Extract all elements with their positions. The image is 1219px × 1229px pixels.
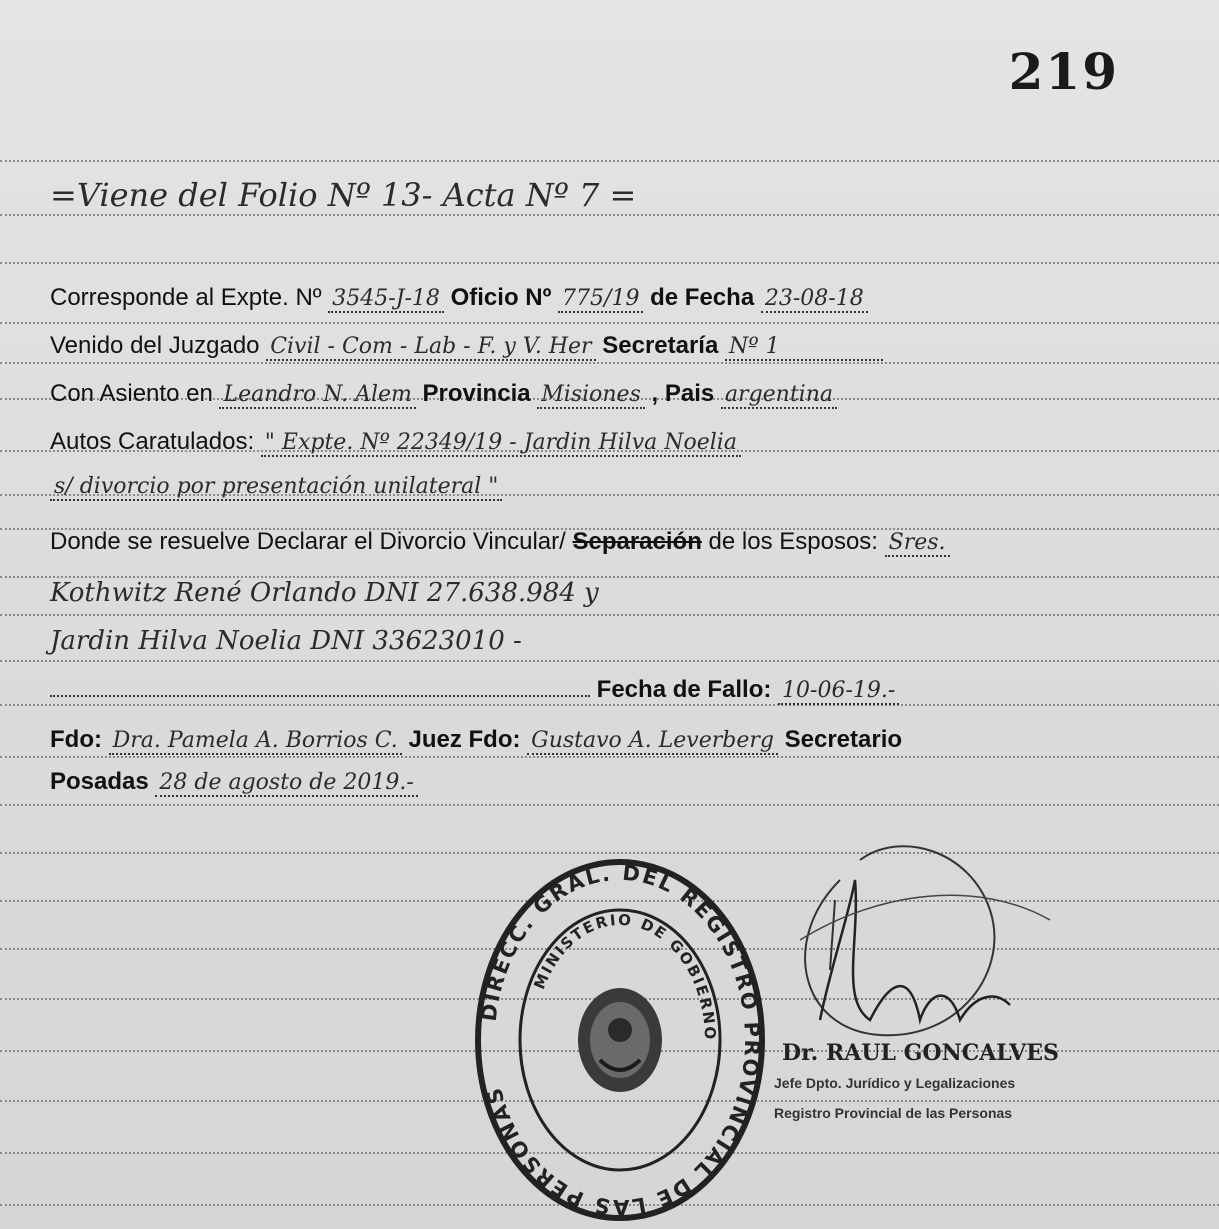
ruled-line <box>0 804 1219 806</box>
pais-label: , Pais <box>651 380 715 407</box>
signatory-title-1: Jefe Dpto. Jurídico y Legalizaciones <box>774 1075 1016 1091</box>
esposa-line: Jardin Hilva Noelia DNI 33623010 - <box>50 626 522 656</box>
resuelve-prefix: Donde se resuelve Declarar el Divorcio Vincular/ <box>50 528 573 555</box>
signatory-title-2: Registro Provincial de las Personas <box>774 1105 1013 1121</box>
fallo-label: Fecha de Fallo: <box>596 676 772 703</box>
row-resuelve <box>50 528 950 557</box>
juzgado-value: Civil - Com - Lab - F. y V. Her <box>266 334 595 361</box>
coat-of-arms-icon <box>578 988 662 1092</box>
autos-label: Autos Caratulados: <box>50 428 255 455</box>
secretaria-label: Secretaría <box>602 332 719 359</box>
secretario-value: Gustavo A. Leverberg <box>527 728 778 755</box>
pais-value: argentina <box>721 382 837 409</box>
secretaria-value: Nº 1 <box>725 334 883 361</box>
autos-value-1: " Expte. Nº 22349/19 - Jardin Hilva Noelia <box>261 430 741 457</box>
posadas-label: Posadas <box>50 768 149 795</box>
ruled-line <box>0 322 1219 324</box>
stamp-inner-text: MINISTERIO DE GOBIERNO <box>530 910 720 1042</box>
resuelve-value: Sres. <box>885 530 950 557</box>
juez-value: Dra. Pamela A. Borrios C. <box>109 728 402 755</box>
signature-scribble <box>760 820 1060 1060</box>
asiento-value: Leandro N. Alem <box>219 382 415 409</box>
row-asiento <box>50 380 837 409</box>
expte-label: Corresponde al Expte. Nº <box>50 284 322 311</box>
ruled-line <box>0 362 1219 364</box>
fallo-leader-dots <box>50 695 590 697</box>
secretario-label: Secretario <box>784 726 903 753</box>
juez-label: Juez Fdo: <box>408 726 521 753</box>
oficio-label: Oficio Nº <box>450 284 552 311</box>
fdo-label: Fdo: <box>50 726 102 753</box>
esposo-line: Kothwitz René Orlando DNI 27.638.984 y <box>50 578 599 608</box>
stamp-outer-text: DIRECC. GRAL. DEL REGISTRO PROVINCIAL DE LAS PERSONAS <box>476 860 765 1220</box>
provincia-label: Provincia <box>422 380 531 407</box>
row-autos-cont <box>50 472 502 501</box>
ruled-line <box>0 214 1219 216</box>
juzgado-label: Venido del Juzgado <box>50 332 260 359</box>
heading-handwritten: =Viene del Folio Nº 13- Acta Nº 7 = <box>50 176 637 214</box>
row-posadas <box>50 768 418 797</box>
fallo-value: 10-06-19.- <box>778 678 899 705</box>
asiento-label: Con Asiento en <box>50 380 213 407</box>
fecha-value: 23-08-18 <box>761 286 868 313</box>
row-fallo <box>50 676 899 705</box>
ruled-line <box>0 756 1219 758</box>
official-stamp <box>470 855 770 1225</box>
ruled-line <box>0 160 1219 162</box>
resuelve-struck: Separación <box>572 528 702 555</box>
expte-value: 3545-J-18 <box>328 286 444 313</box>
autos-value-2: s/ divorcio por presentación unilateral " <box>50 474 502 501</box>
row-juzgado <box>50 332 883 361</box>
ruled-line <box>0 660 1219 662</box>
posadas-value: 28 de agosto de 2019.- <box>155 770 417 797</box>
row-firmas <box>50 726 902 755</box>
row-expte <box>50 284 868 313</box>
oficio-value: 775/19 <box>558 286 643 313</box>
page-number: 219 <box>1008 42 1119 101</box>
ruled-line <box>0 614 1219 616</box>
row-autos <box>50 428 741 457</box>
provincia-value: Misiones <box>537 382 645 409</box>
signatory-name: Dr. RAUL GONCALVES <box>782 1040 1059 1066</box>
fecha-label: de Fecha <box>650 284 755 311</box>
resuelve-suffix: de los Esposos: <box>701 528 878 555</box>
ruled-line <box>0 262 1219 264</box>
